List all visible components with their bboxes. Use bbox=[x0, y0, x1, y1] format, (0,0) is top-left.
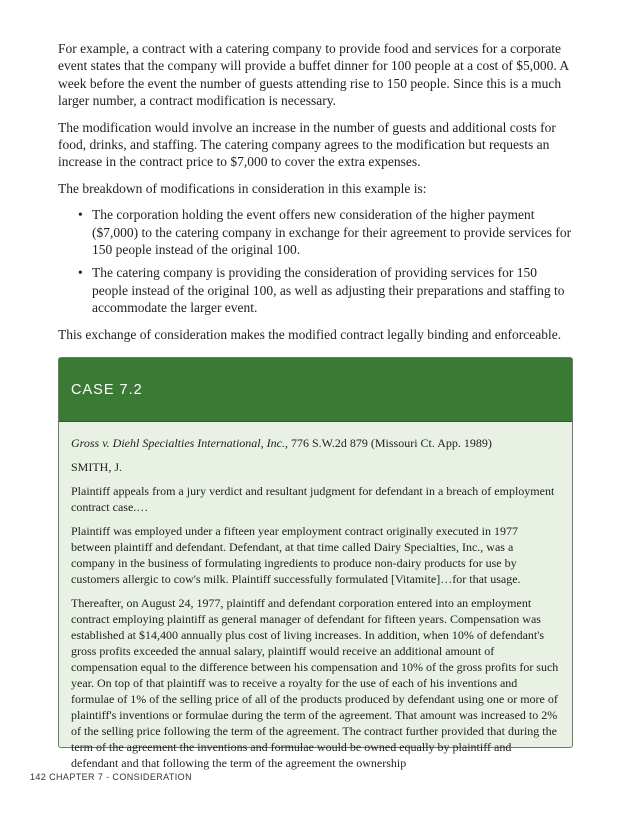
list-item: • The corporation holding the event offers new consideration of the higher payment ($7,000) to the catering company in exchange for their agreement to provide services for 150 people instead of the original 100. bbox=[92, 206, 574, 258]
closing-paragraph: This exchange of consideration makes the modified contract legally binding and enforceable. bbox=[58, 326, 562, 342]
case-box bbox=[58, 357, 573, 770]
case-name: Gross v. Diehl Specialties International, Inc. bbox=[71, 436, 285, 450]
case-reporter: , 776 S.W.2d 879 (Missouri Ct. App. 1989) bbox=[284, 436, 492, 450]
case-body bbox=[59, 422, 572, 771]
case-paragraph: Plaintiff appeals from a jury verdict and resultant judgment for defendant in a breach of employment contract case.… bbox=[71, 484, 555, 514]
chapter-label: CHAPTER 7 - CONSIDERATION bbox=[49, 772, 192, 782]
case-paragraph: Thereafter, on August 24, 1977, plaintiff and defendant corporation entered into an employment contract employing plaintiff as general manager of defendant for fifteen years. Compensation was established at $14,400 annually plus cost of living increases. In addition, when 10% of defendant's gross profits exceeded the annual salary, plaintiff would receive an additional amount of compensation equal to the difference between his compensation and 10% of the gross profits for such year. On top of that plaintiff was to receive a royalty for the use of each of his inventions and formulae of 1% of the selling price of all of the products produced by defendant using one or more of plaintiff's inventions or formulae during the term of the agreement. That amount was increased to 2% of the selling price following the term of the agreement. The contract further provided that during the term of the agreement the inventions and formulae would be owned equally by plaintiff and defendant and that following the term of the agreement the ownership bbox=[71, 596, 559, 770]
case-paragraph: Plaintiff was employed under a fifteen year employment contract originally executed in 1977 between plaintiff and defendant. Defendant, at that time called Dairy Specialties, Inc., was a company in the business of formulating ingredients to produce non-dairy products for use by customers allergic to cow's milk. Plaintiff successfully formulated [Vitamite]…for that usage. bbox=[71, 524, 521, 586]
paragraph: For example, a contract with a catering company to provide food and services for a corporate event states that the company will provide a buffet dinner for 100 people at a cost of $5,000. A week before the event the number of guests attending rise to 150 people. Since this is a much larger number, a contract modification is necessary. bbox=[58, 41, 569, 109]
list-item: • The catering company is providing the consideration of providing services for 150 people instead of the original 100, as well as adjusting their preparations and staffing to accommodate the larger event. bbox=[92, 264, 574, 316]
paragraph: The breakdown of modifications in consideration in this example is: bbox=[58, 180, 427, 196]
case-header bbox=[59, 358, 572, 422]
page-number: 142 bbox=[30, 772, 47, 782]
case-judge: SMITH, J. bbox=[71, 460, 123, 474]
main-content bbox=[58, 40, 574, 352]
paragraph: The modification would involve an increase in the number of guests and additional costs for food, drinks, and staffing. The catering company agrees to the modification but requests an increase in the contract price to $7,000 to cover the extra expenses. bbox=[58, 119, 556, 170]
page-footer bbox=[30, 772, 192, 782]
case-citation bbox=[71, 435, 560, 451]
case-title: CASE 7.2 bbox=[71, 381, 143, 398]
bullet-list bbox=[58, 206, 574, 316]
